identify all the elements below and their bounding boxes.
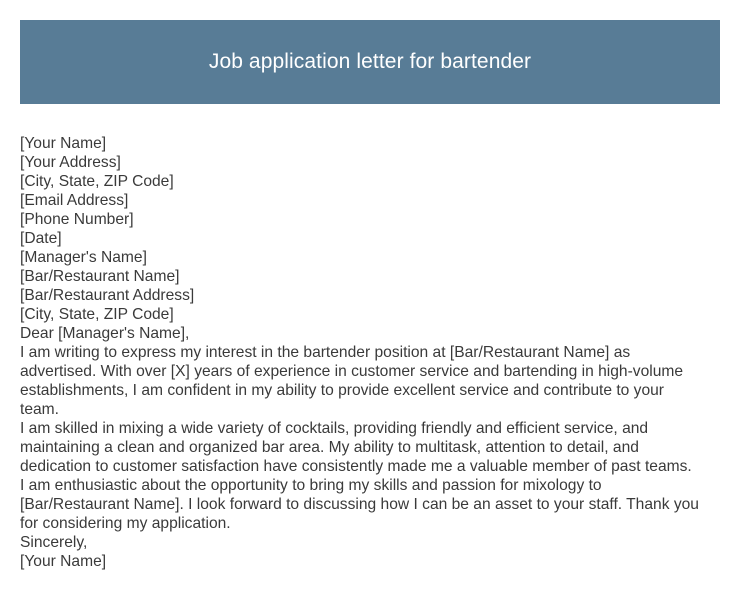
paragraph-2-line-1: I am skilled in mixing a wide variety of cocktails, providing friendly and efficient service, and: [20, 420, 649, 437]
sender-name: [Your Name]: [20, 135, 107, 152]
signature-name: [Your Name]: [20, 553, 107, 570]
closing: Sincerely,: [20, 534, 88, 551]
recipient-business-address: [Bar/Restaurant Address]: [20, 287, 195, 304]
page-title: Job application letter for bartender: [208, 50, 532, 73]
paragraph-2-line-2: maintaining a clean and organized bar area. My ability to multitask, attention to detail, and: [20, 439, 639, 456]
paragraph-1-line-2: advertised. With over [X] years of experience in customer service and bartending in high-volume: [20, 363, 684, 380]
letter-date: [Date]: [20, 230, 62, 247]
paragraph-1-line-1: I am writing to express my interest in the bartender position at [Bar/Restaurant Name] as: [20, 344, 631, 361]
sender-phone: [Phone Number]: [20, 211, 134, 228]
paragraph-3-line-3: for considering my application.: [20, 515, 231, 532]
paragraph-2-line-3: dedication to customer satisfaction have consistently made me a valuable member of past teams.: [20, 458, 692, 475]
paragraph-1-line-3: establishments, I am confident in my ability to provide excellent service and contribute to your: [20, 382, 664, 399]
recipient-business-name: [Bar/Restaurant Name]: [20, 268, 180, 285]
recipient-city-state-zip: [City, State, ZIP Code]: [20, 306, 174, 323]
paragraph-3-line-1: I am enthusiastic about the opportunity to bring my skills and passion for mixology to: [20, 477, 602, 494]
paragraph-3-line-2: [Bar/Restaurant Name]. I look forward to discussing how I can be an asset to your staff. Thank you: [20, 496, 699, 513]
letter-body: [20, 134, 725, 571]
paragraph-1-line-4: team.: [20, 401, 59, 418]
recipient-name: [Manager's Name]: [20, 249, 147, 266]
sender-city-state-zip: [City, State, ZIP Code]: [20, 173, 174, 190]
sender-address: [Your Address]: [20, 154, 121, 171]
sender-email: [Email Address]: [20, 192, 129, 209]
salutation: Dear [Manager's Name],: [20, 325, 190, 342]
title-banner: [20, 20, 720, 104]
